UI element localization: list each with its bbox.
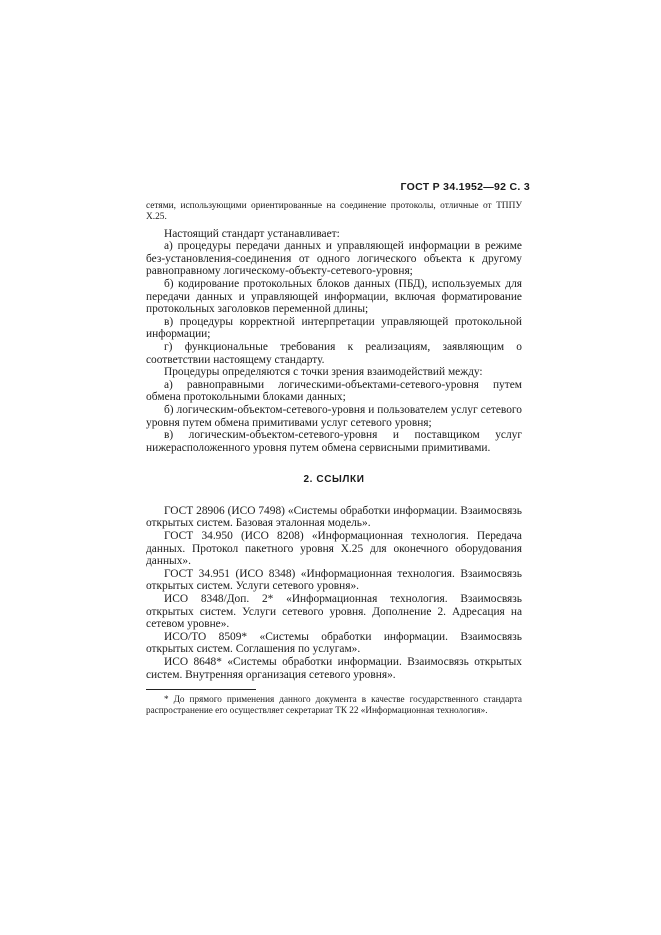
reference-item: ИСО/ТО 8509* «Системы обработки информации. Взаимосвязь открытых систем. Соглашения по услугам». — [146, 630, 522, 656]
list-item: б) логическим-объектом-сетевого-уровня и пользователем услуг сетевого уровня путем обмена примитивами услуг сетевого уровня; — [146, 403, 522, 429]
reference-item: ИСО 8648* «Системы обработки информации. Взаимосвязь открытых систем. Внутренняя организация сетевого уровня». — [146, 656, 522, 681]
page-header: ГОСТ Р 34.1952—92 С. 3 — [400, 181, 530, 193]
list-item: а) равноправными логическими-объектами-сетевого-уровня путем обмена протокольными блоками данных; — [146, 378, 522, 404]
reference-item: ГОСТ 28906 (ИСО 7498) «Системы обработки информации. Взаимосвязь открытых систем. Базовая эталонная модель». — [146, 504, 522, 530]
procedures-paragraph: Процедуры определяются с точки зрения взаимодействий между: — [164, 366, 483, 379]
continuation-paragraph: сетями, использующими ориентированные на соединение протоколы, отличные от ТППУ Х.25. — [146, 201, 522, 222]
section-heading: 2. ССЫЛКИ — [303, 474, 365, 486]
footnote: * До прямого применения данного документа в качестве государственного стандарта распространение его осуществляет секретариат ТК 22 «Информационная технология». — [146, 694, 522, 715]
list-item: а) процедуры передачи данных и управляющей информации в режиме без-установления-соединения от одного логического объекта к другому равноправному логическому-объекту-сетевого-уровня; — [146, 240, 522, 278]
list-item: б) кодирование протокольных блоков данных (ПБД), используемых для передачи данных и управляющей информации, включая форматирование протокольных заголовков переменной длины; — [146, 277, 522, 316]
page-body — [146, 201, 522, 715]
list-item: в) логическим-объектом-сетевого-уровня и поставщиком услуг нижерасположенного уровня путем обмена сервисными примитивами. — [146, 429, 522, 454]
reference-item: ГОСТ 34.950 (ИСО 8208) «Информационная технология. Передача данных. Протокол пакетного уровня Х.25 для оконечного оборудования данных». — [146, 530, 522, 568]
footnote-divider — [146, 689, 256, 690]
reference-item: ГОСТ 34.951 (ИСО 8348) «Информационная технология. Взаимосвязь открытых систем. Услуги сетевого уровня». — [146, 567, 522, 593]
list-item: в) процедуры корректной интерпретации управляющей протокольной информации; — [146, 315, 522, 341]
reference-item: ИСО 8348/Доп. 2* «Информационная технология. Взаимосвязь открытых систем. Услуги сетевого уровня. Дополнение 2. Адресация на сетевом уровне». — [146, 593, 522, 631]
list-item: г) функциональные требования к реализациям, заявляющим о соответствии настоящему стандарту. — [146, 340, 522, 366]
intro-paragraph: Настоящий стандарт устанавливает: — [164, 227, 340, 240]
